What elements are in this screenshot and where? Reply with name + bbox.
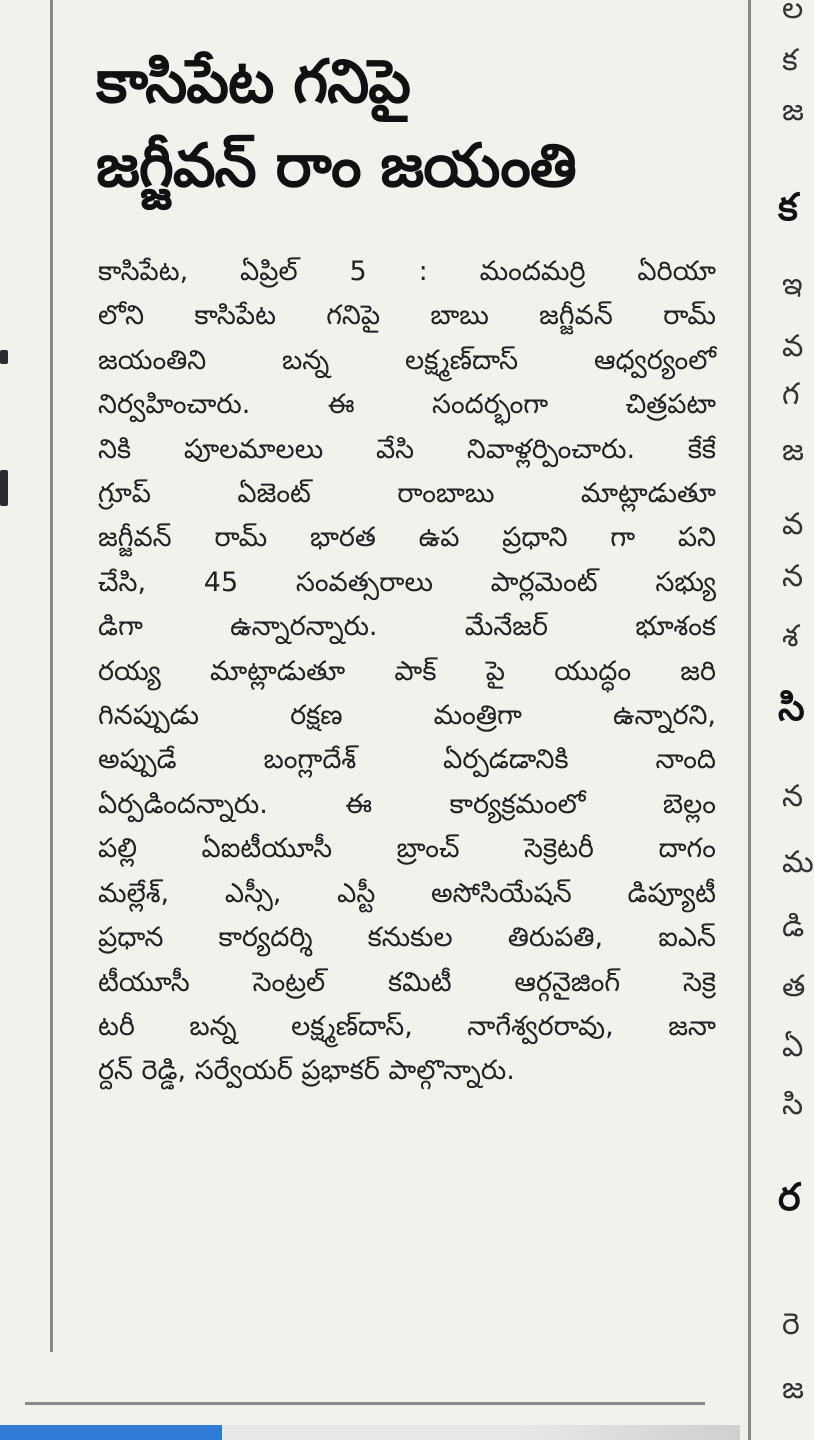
right-fragment-char: ర — [778, 1175, 801, 1219]
article-line: నిర్వహించారు. ఈ సందర్భంగా చిత్రపటా — [98, 389, 716, 421]
right-fragment-char: జ — [782, 433, 804, 468]
right-fragment-char: న — [782, 559, 804, 594]
article-headline — [96, 40, 736, 208]
right-fragment-char: జ — [782, 1371, 804, 1406]
article-line: గినప్పుడు రక్షణ మంత్రిగా ఉన్నారని, — [98, 700, 716, 732]
article-line: టరీ బన్న లక్ష్మణ్‌దాస్, నాగేశ్వరరావు, జనా — [98, 1010, 716, 1042]
right-fragment-char: ఏ — [782, 1029, 804, 1064]
right-fragment-char: సి — [782, 1087, 804, 1122]
right-fragment-char: డి — [782, 909, 805, 944]
right-fragment-char: క — [778, 185, 798, 229]
left-column-fragment — [0, 0, 20, 1440]
article-line: మల్లేశ్, ఎస్సీ, ఎస్టీ అసోసియేషన్ డిప్యూటీ — [98, 877, 716, 909]
right-column-fragment — [760, 0, 814, 1440]
article-line: అప్పుడే బంగ్లాదేశ్ ఏర్పడడానికి నాంది — [98, 744, 716, 776]
right-fragment-char: ఇ — [782, 267, 803, 302]
right-fragment-char: రె — [782, 1307, 800, 1342]
right-fragment-char: త — [782, 969, 806, 1004]
article-line: గ్రూప్ ఏజెంట్ రాంబాబు మాట్లాడుతూ — [98, 478, 716, 510]
right-fragment-char: క — [782, 43, 798, 78]
next-article-strip — [0, 1425, 740, 1440]
right-fragment-char: వ — [782, 329, 804, 364]
column-divider-left — [50, 0, 53, 1352]
right-fragment-char: ల — [782, 0, 804, 26]
bottom-divider — [25, 1402, 705, 1405]
article-line: నికి పూలమాలలు వేసి నివాళ్లర్పించారు. కేకే — [98, 433, 716, 465]
article-line: చేసి, 45 సంవత్సరాలు పార్లమెంట్ సభ్యు — [98, 566, 716, 598]
article-line: డిగా ఉన్నారన్నారు. మేనేజర్ భూశంక — [98, 611, 716, 643]
article-line: ఏర్పడిందన్నారు. ఈ కార్యక్రమంలో బెల్లం — [98, 788, 716, 820]
right-fragment-char: జ — [782, 93, 804, 128]
article-line: పల్లి ఏఐటీయూసీ బ్రాంచ్ సెక్రెటరీ దాగం — [98, 833, 716, 865]
right-fragment-char: వ — [782, 507, 804, 542]
article-line: ప్రధాన కార్యదర్శి కనుకుల తిరుపతి, ఐఎన్ — [98, 922, 716, 954]
previous-article-cut-line — [90, 0, 730, 14]
article-body — [98, 250, 716, 1094]
headline-line-2: జగ్జీవన్ రాం జయంతి — [96, 131, 576, 201]
column-divider-right — [748, 0, 751, 1440]
article-line: జగ్జీవన్ రామ్ భారత ఉప ప్రధాని గా పని — [98, 522, 716, 554]
article-line: జయంతిని బన్న లక్ష్మణ్‌దాస్ ఆధ్వర్యంలో — [98, 344, 716, 376]
right-fragment-char: న — [782, 779, 804, 814]
right-fragment-char: సి — [778, 685, 805, 729]
headline-line-1: కాసిపేట గనిపై — [96, 47, 410, 117]
right-fragment-char: శ — [782, 619, 799, 654]
article-line: లోని కాసిపేట గనిపై బాబు జగ్జీవన్ రామ్ — [98, 300, 716, 332]
right-fragment-char: మ — [782, 845, 814, 880]
right-fragment-char: గ — [782, 377, 800, 412]
article-line: కాసిపేట, ఏప్రిల్ 5 : మందమర్రి ఏరియా — [98, 256, 716, 287]
article-line: టీయూసీ సెంట్రల్ కమిటీ ఆర్గనైజింగ్ సెక్రె — [98, 966, 716, 998]
article-line: రయ్య మాట్లాడుతూ పాక్ పై యుద్ధం జరి — [98, 655, 716, 687]
article-line: ర్దన్ రెడ్డి, సర్వేయర్ ప్రభాకర్ పాల్గొన్నారు. — [98, 1055, 515, 1087]
